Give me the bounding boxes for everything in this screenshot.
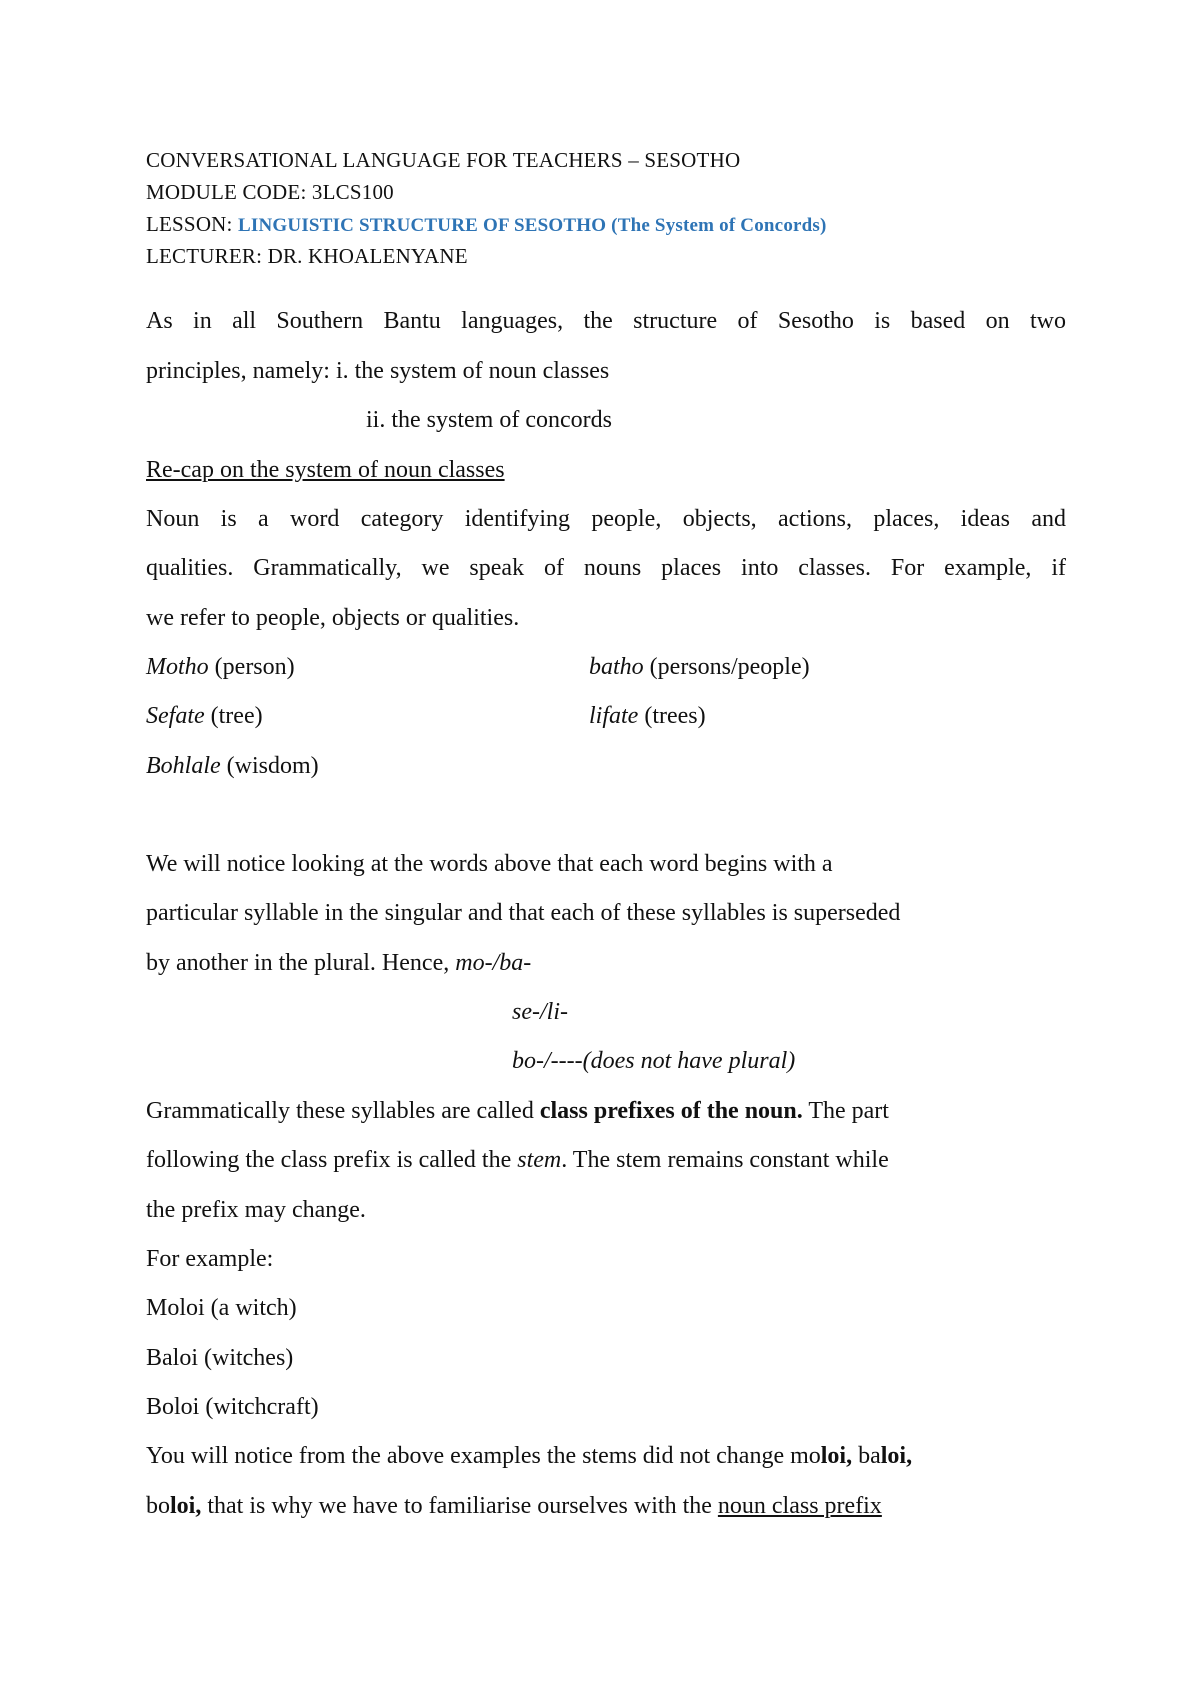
noun-def-line-2: qualities. Grammatically, we speak of nouns places into classes. For example, if [146, 555, 1066, 581]
section-heading: Re-cap on the system of noun classes [146, 457, 505, 483]
lecturer: LECTURER: DR. KHOALENYANE [146, 244, 468, 268]
example-singular [146, 652, 295, 682]
conclusion-line-2: boloi, that is why we have to familiarise ourselves with the noun class prefix [146, 1493, 882, 1519]
key-term: stem [517, 1147, 562, 1173]
example-word: Bohlale [146, 753, 221, 779]
example-word: lifate [589, 703, 639, 729]
example-gloss: (trees) [644, 703, 706, 729]
lesson-label: LESSON: [146, 212, 233, 236]
example-plural [589, 701, 706, 731]
example-word: Motho [146, 654, 209, 680]
example-singular [146, 701, 263, 731]
prefix-pair: se-/li- [512, 999, 568, 1025]
example-word: Sefate [146, 703, 205, 729]
lesson-title: LINGUISTIC STRUCTURE OF SESOTHO (The System of Concords) [238, 215, 827, 236]
notice-line-1: We will notice looking at the words above that each word begins with a [146, 851, 833, 877]
module-code: MODULE CODE: 3LCS100 [146, 180, 394, 204]
grammar-line-3: the prefix may change. [146, 1197, 366, 1223]
example-gloss: (wisdom) [226, 753, 319, 779]
noun-def-line-3: we refer to people, objects or qualities. [146, 605, 520, 631]
example-gloss: (tree) [210, 703, 263, 729]
example-plural [589, 652, 810, 682]
noun-def-line-1: Noun is a word category identifying people, objects, actions, places, ideas and [146, 506, 1066, 532]
intro-line-1: As in all Southern Bantu languages, the structure of Sesotho is based on two [146, 308, 1066, 334]
prefix-pair: bo-/----(does not have plural) [512, 1048, 796, 1074]
example-gloss: (person) [214, 654, 295, 680]
conclusion-line-1: You will notice from the above examples the stems did not change moloi, baloi, [146, 1443, 913, 1469]
grammar-line-1: Grammatically these syllables are called class prefixes of the noun. The part [146, 1098, 889, 1124]
key-term: class prefixes of the noun. [539, 1098, 803, 1124]
for-example-label: For example: [146, 1246, 274, 1272]
example-item: Moloi (a witch) [146, 1295, 297, 1321]
grammar-line-2: following the class prefix is called the stem. The stem remains constant while [146, 1147, 889, 1173]
prefix-pair: mo-/ba- [455, 950, 532, 976]
course-title: CONVERSATIONAL LANGUAGE FOR TEACHERS – SESOTHO [146, 148, 741, 172]
lesson-line [146, 212, 827, 238]
example-item: Baloi (witches) [146, 1345, 294, 1371]
key-term: noun class prefix [717, 1493, 882, 1519]
intro-line-3: ii. the system of concords [366, 407, 612, 433]
example-word: batho [589, 654, 644, 680]
notice-line-3: by another in the plural. Hence, mo-/ba- [146, 950, 532, 976]
notice-line-2: particular syllable in the singular and that each of these syllables is superseded [146, 900, 901, 926]
example-gloss: (persons/people) [649, 654, 810, 680]
example-item: Boloi (witchcraft) [146, 1394, 319, 1420]
intro-line-2: principles, namely: i. the system of noun classes [146, 358, 610, 384]
example-singular [146, 751, 319, 781]
